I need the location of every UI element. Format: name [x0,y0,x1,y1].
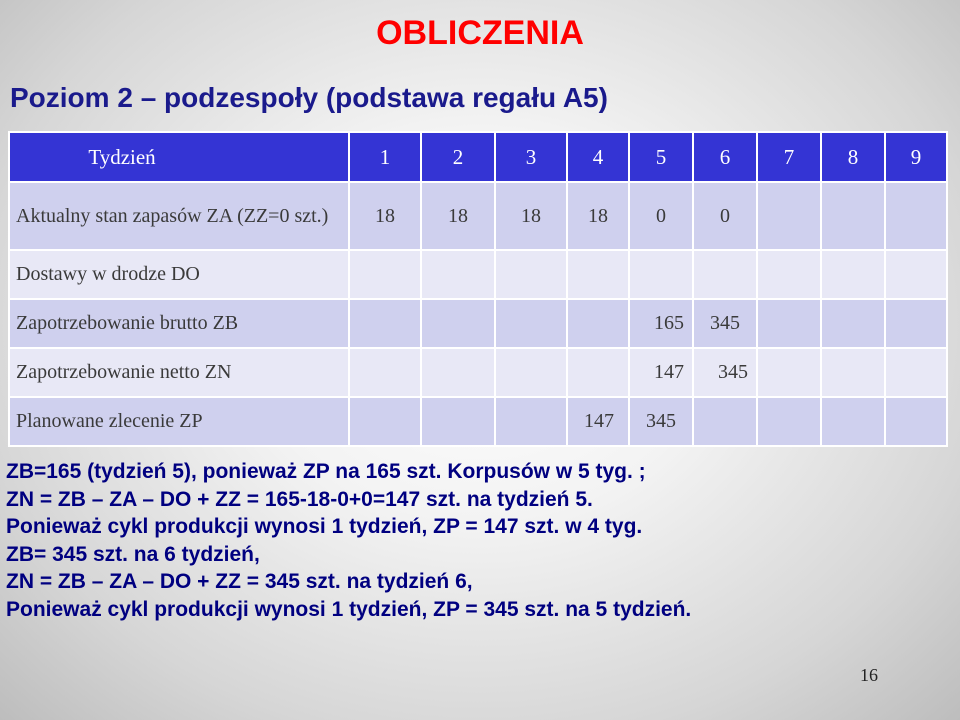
table-cell [349,397,421,446]
table-cell [349,250,421,299]
table-cell [495,299,567,348]
header-week: 3 [495,132,567,182]
table-cell [757,250,821,299]
table-cell: 345 [693,348,757,397]
table-cell [421,250,495,299]
table-cell: 18 [421,182,495,250]
table-row-planned [9,397,947,446]
table-cell: 147 [567,397,629,446]
table-row-gross [9,299,947,348]
table-cell: 345 [629,397,693,446]
table-row-stock [9,182,947,250]
table-cell [349,348,421,397]
slide-subtitle: Poziom 2 – podzespoły (podstawa regału A5) [10,82,608,113]
table-cell [885,182,947,250]
row-label: Aktualny stan zapasów ZA (ZZ=0 szt.) [9,182,349,250]
mrp-table [8,131,948,447]
table-cell [693,397,757,446]
table-cell [349,299,421,348]
table-cell [885,250,947,299]
table-cell [821,397,885,446]
table-cell [421,299,495,348]
note-line: ZB=165 (tydzień 5), ponieważ ZP na 165 szt. Korpusów w 5 tyg. ; [6,460,646,483]
slide-title: OBLICZENIA [376,14,584,52]
header-week: 1 [349,132,421,182]
header-week: 2 [421,132,495,182]
table-cell [421,397,495,446]
table-cell [757,348,821,397]
table-cell: 147 [629,348,693,397]
page-number: 16 [860,665,878,685]
table-cell [885,397,947,446]
row-label: Planowane zlecenie ZP [9,397,349,446]
table-cell: 18 [349,182,421,250]
header-week: 5 [629,132,693,182]
header-week: 9 [885,132,947,182]
table-cell [885,348,947,397]
table-cell [421,348,495,397]
row-label: Zapotrzebowanie brutto ZB [9,299,349,348]
calculation-notes [6,458,956,623]
table-cell [757,182,821,250]
note-line: ZN = ZB – ZA – DO + ZZ = 345 szt. na tydzień 6, [6,570,473,593]
table-cell: 18 [567,182,629,250]
table-cell: 345 [693,299,757,348]
row-label: Dostawy w drodze DO [9,250,349,299]
table-row-net [9,348,947,397]
table-cell [821,299,885,348]
note-line: ZN = ZB – ZA – DO + ZZ = 165-18-0+0=147 szt. na tydzień 5. [6,487,593,511]
table-cell [495,250,567,299]
table-cell [821,250,885,299]
header-week: 7 [757,132,821,182]
table-cell [629,250,693,299]
table-cell [567,250,629,299]
table-cell: 18 [495,182,567,250]
table-cell [821,182,885,250]
table-cell [567,299,629,348]
table-cell [757,299,821,348]
header-week: 8 [821,132,885,182]
table-cell [567,348,629,397]
table-row-deliveries [9,250,947,299]
table-cell [821,348,885,397]
table-header-row [9,132,947,182]
header-week: 6 [693,132,757,182]
table-cell [885,299,947,348]
table-cell: 165 [629,299,693,348]
header-week: 4 [567,132,629,182]
table-cell [757,397,821,446]
table-cell: 0 [693,182,757,250]
table-cell [495,348,567,397]
note-line: Ponieważ cykl produkcji wynosi 1 tydzień, ZP = 147 szt. w 4 tyg. [6,515,643,538]
table-cell: 0 [629,182,693,250]
note-line: ZB= 345 szt. na 6 tydzień, [6,542,260,566]
row-label: Zapotrzebowanie netto ZN [9,348,349,397]
table-cell [495,397,567,446]
header-week-label: Tydzień [9,132,349,182]
table-cell [693,250,757,299]
note-line: Ponieważ cykl produkcji wynosi 1 tydzień, ZP = 345 szt. na 5 tydzień. [6,597,692,621]
